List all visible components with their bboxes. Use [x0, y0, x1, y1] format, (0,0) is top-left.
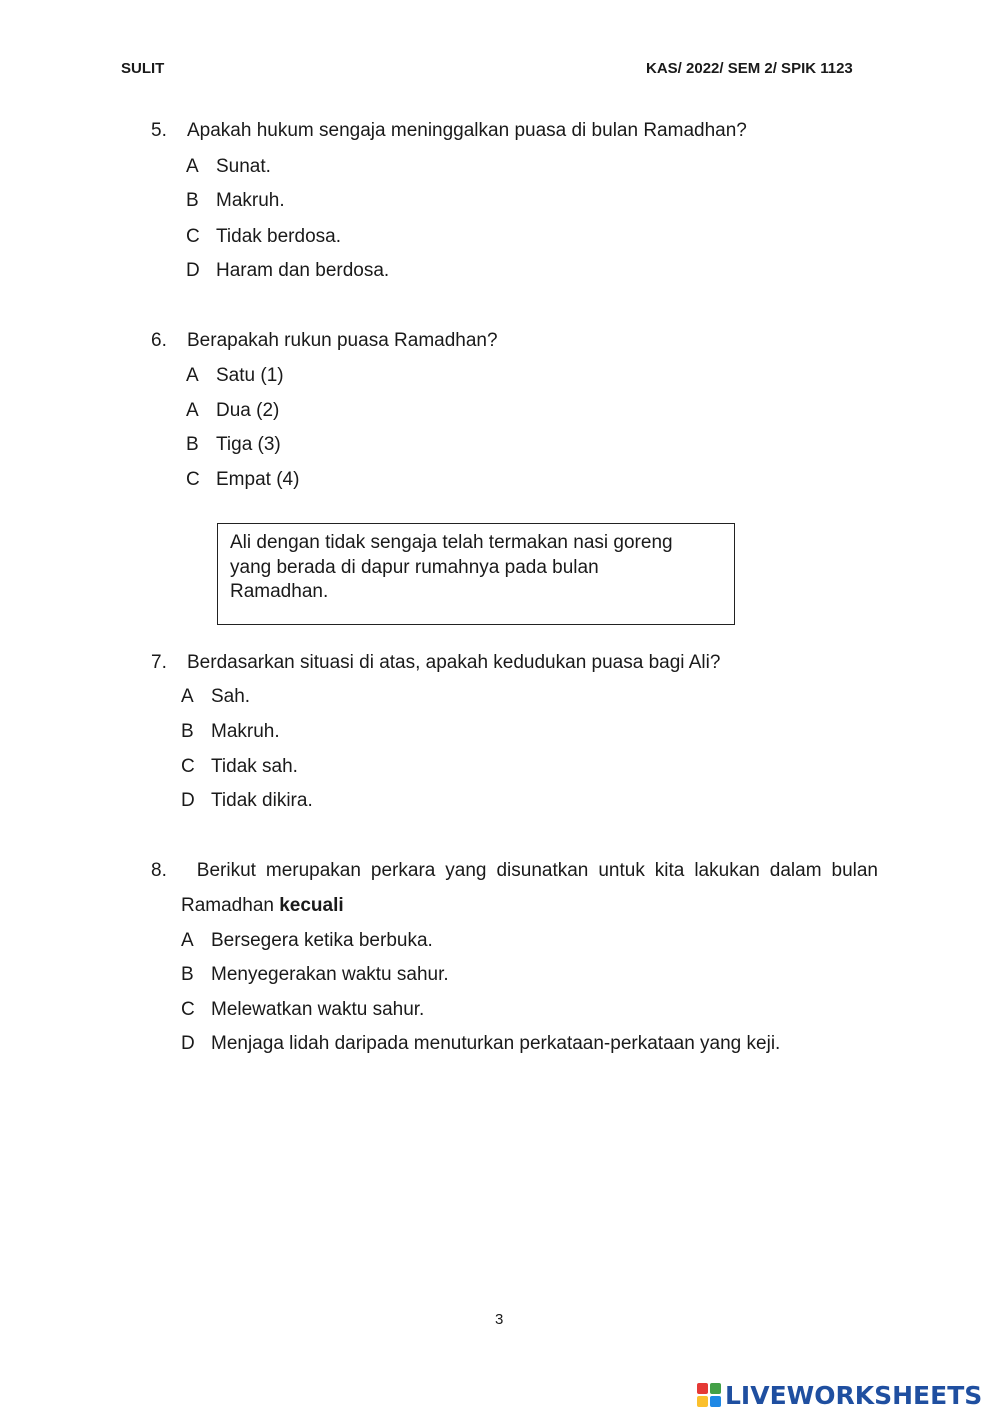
- q6-option-4[interactable]: [186, 469, 299, 491]
- q7-option-b[interactable]: [181, 721, 280, 743]
- logo-square: [710, 1396, 721, 1407]
- header-left-label: SULIT: [121, 60, 165, 77]
- question-text-cont: Ramadhan: [181, 895, 274, 916]
- q5-option-b[interactable]: [186, 190, 285, 212]
- question-7: [151, 652, 720, 674]
- option-text: Makruh.: [211, 721, 280, 742]
- situation-line: Ramadhan.: [230, 581, 329, 602]
- question-6: [151, 330, 498, 352]
- option-letter: A: [181, 930, 194, 951]
- q8-option-d[interactable]: [181, 1033, 780, 1055]
- question-8-line-2: [181, 895, 344, 917]
- option-letter: C: [186, 226, 200, 247]
- liveworksheets-grid-icon: [697, 1383, 721, 1407]
- q6-option-3[interactable]: [186, 434, 281, 456]
- question-number: 5.: [151, 120, 167, 141]
- option-letter: A: [181, 686, 194, 707]
- option-text: Menyegerakan waktu sahur.: [211, 964, 449, 985]
- option-text: Tidak dikira.: [211, 790, 313, 811]
- q8-option-a[interactable]: [181, 930, 433, 952]
- question-number: 8.: [151, 860, 167, 881]
- option-letter: B: [186, 190, 199, 211]
- question-8-line-1: [151, 860, 878, 882]
- question-text: Apakah hukum sengaja meninggalkan puasa di bulan Ramadhan?: [187, 120, 747, 141]
- option-letter: B: [186, 434, 199, 455]
- q8-option-b[interactable]: [181, 964, 449, 986]
- option-text: Tiga (3): [216, 434, 281, 455]
- page-number: 3: [495, 1311, 504, 1328]
- option-text: Sunat.: [216, 156, 271, 177]
- logo-square: [710, 1383, 721, 1394]
- situation-box: [217, 523, 735, 625]
- header-right-code: KAS/ 2022/ SEM 2/ SPIK 1123: [646, 60, 853, 77]
- question-5: [151, 120, 747, 142]
- q6-option-2[interactable]: [186, 400, 279, 422]
- question-number: 7.: [151, 652, 167, 673]
- option-text: Tidak berdosa.: [216, 226, 341, 247]
- option-text: Satu (1): [216, 365, 284, 386]
- q8-option-c[interactable]: [181, 999, 424, 1021]
- situation-line: Ali dengan tidak sengaja telah termakan nasi goreng: [230, 532, 673, 553]
- option-text: Haram dan berdosa.: [216, 260, 390, 281]
- situation-line: yang berada di dapur rumahnya pada bulan: [230, 556, 599, 578]
- option-text: Tidak sah.: [211, 756, 298, 777]
- option-text: Bersegera ketika berbuka.: [211, 930, 433, 951]
- q6-option-1[interactable]: [186, 365, 284, 387]
- option-letter: D: [181, 1033, 195, 1054]
- option-text: Melewatkan waktu sahur.: [211, 999, 425, 1020]
- option-text: Sah.: [211, 686, 251, 707]
- option-text: Menjaga lidah daripada menuturkan perkataan-perkataan yang keji.: [211, 1033, 781, 1054]
- option-letter: A: [186, 365, 199, 386]
- q5-option-a[interactable]: [186, 156, 271, 178]
- q7-option-a[interactable]: [181, 686, 250, 708]
- brand-name: LIVEWORKSHEETS: [725, 1380, 983, 1410]
- logo-square: [697, 1383, 708, 1394]
- option-letter: B: [181, 721, 194, 742]
- option-letter: B: [181, 964, 194, 985]
- liveworksheets-logo[interactable]: [697, 1378, 982, 1412]
- option-letter: D: [186, 260, 200, 281]
- option-text: Makruh.: [216, 190, 285, 211]
- option-letter: A: [186, 156, 199, 177]
- option-letter: C: [186, 469, 200, 490]
- question-emphasis: kecuali: [279, 895, 344, 916]
- option-text: Empat (4): [216, 469, 300, 490]
- option-letter: D: [181, 790, 195, 811]
- question-text: Berapakah rukun puasa Ramadhan?: [187, 330, 498, 351]
- q7-option-c[interactable]: [181, 756, 298, 778]
- option-letter: C: [181, 999, 195, 1020]
- option-text: Dua (2): [216, 400, 280, 421]
- option-letter: C: [181, 756, 195, 777]
- question-text: Berdasarkan situasi di atas, apakah kedudukan puasa bagi Ali?: [187, 652, 721, 673]
- option-letter: A: [186, 400, 199, 421]
- question-text: Berikut merupakan perkara yang disunatkan untuk kita lakukan dalam bulan: [196, 860, 878, 881]
- question-number: 6.: [151, 330, 167, 351]
- q5-option-c[interactable]: [186, 226, 341, 248]
- q7-option-d[interactable]: [181, 790, 313, 812]
- q5-option-d[interactable]: [186, 260, 389, 282]
- logo-square: [697, 1396, 708, 1407]
